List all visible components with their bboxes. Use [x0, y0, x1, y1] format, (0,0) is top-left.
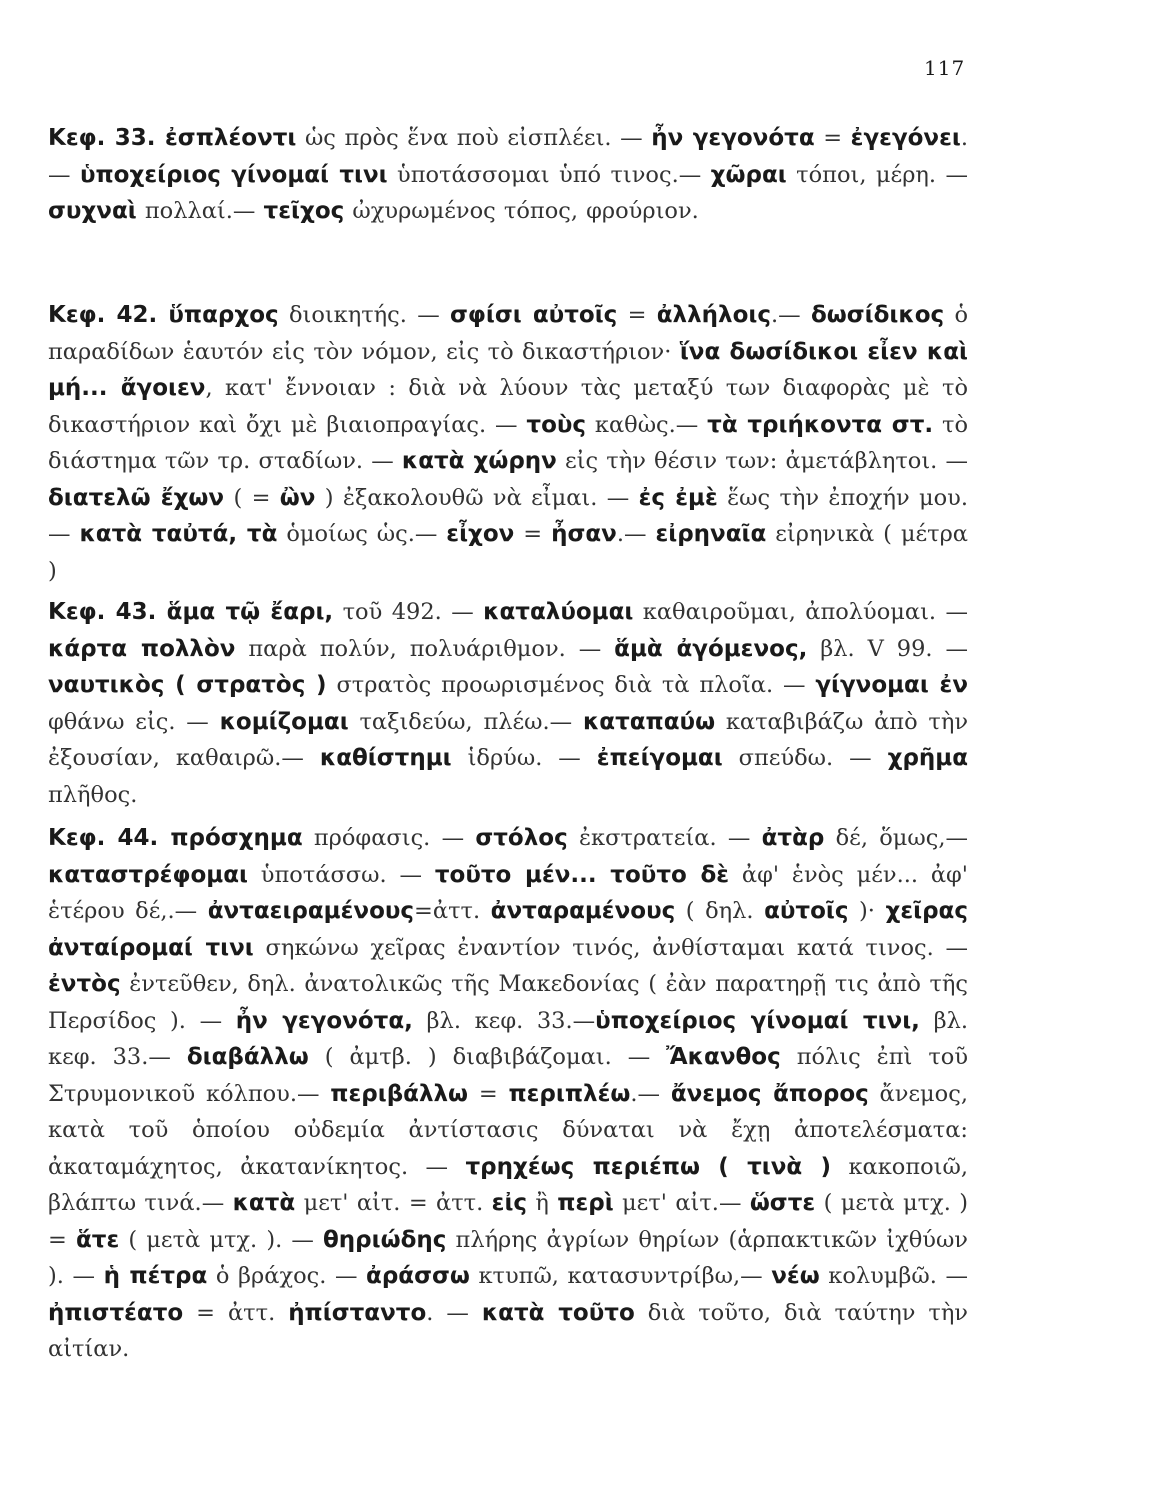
- glossary-term: ἐπείγομαι: [596, 745, 723, 771]
- glossary-term: καθίστημι: [319, 745, 452, 771]
- glossary-definition: =: [814, 125, 851, 151]
- glossary-definition: ὑποτάσσομαι ὑπό τινος.—: [387, 161, 711, 188]
- chapter-33-glossary: [48, 120, 968, 230]
- glossary-term: περιβάλλω: [330, 1080, 469, 1107]
- glossary-term: τεῖχος: [263, 198, 345, 224]
- chapter-33-paragraph: [48, 120, 968, 230]
- glossary-term: καταλύομαι: [483, 599, 634, 625]
- glossary-definition: τοῦ 492. —: [333, 599, 484, 625]
- glossary-definition: πολλαί.—: [136, 198, 264, 224]
- glossary-definition: εἰρηνικὰ ( μέτρα ): [48, 521, 968, 584]
- glossary-definition: τόποι, μέρη. —: [786, 161, 968, 188]
- glossary-definition: κτυπῶ, κατασυντρίβω,—: [469, 1263, 772, 1289]
- glossary-term: ἡ πέτρα: [103, 1263, 208, 1289]
- glossary-term: πρόσχημα: [170, 825, 303, 851]
- glossary-term: κατὰ τοῦτο: [481, 1299, 635, 1326]
- glossary-definition: ( ἀμτβ. ) διαβιβάζομαι. —: [308, 1044, 667, 1070]
- chapter-heading: Κεφ. 42.: [48, 302, 169, 328]
- glossary-term: χεῖρας ἀνταίρομαί τινι: [48, 898, 968, 961]
- glossary-definition: .—: [770, 302, 811, 328]
- glossary-term: εἰρηναῖα: [655, 521, 767, 547]
- glossary-term: ἦν γεγονότα,: [235, 1007, 413, 1034]
- glossary-definition: κακοποιῶ, βλάπτω τινά.—: [48, 1153, 968, 1216]
- glossary-definition: = ἀττ.: [183, 1299, 289, 1326]
- glossary-term: σφίσι αὐτοῖς: [450, 302, 618, 328]
- chapter-44-paragraph: [48, 820, 968, 1368]
- glossary-definition: πρόφασις. —: [302, 825, 476, 851]
- glossary-definition: ὁ παραδίδων ἑαυτόν εἰς τὸν νόμον, εἰς τὸ δικαστήριον·: [48, 302, 968, 365]
- glossary-definition: καθαιροῦμαι, ἀπολύομαι. —: [633, 599, 968, 625]
- glossary-term: ἅτε: [75, 1226, 120, 1253]
- chapter-heading: Κεφ. 44.: [48, 825, 171, 851]
- glossary-term: καταπαύω: [582, 708, 716, 735]
- glossary-term: συχναὶ: [48, 198, 137, 224]
- glossary-definition: . —: [426, 1299, 482, 1326]
- glossary-term: ὑποχείριος γίνομαί τινι: [79, 161, 388, 188]
- chapter-43-paragraph: [48, 594, 968, 813]
- glossary-definition: σηκώνω χεῖρας ἐναντίον τινός, ἀνθίσταμαι κατά τινος. —: [253, 934, 968, 961]
- glossary-term: τὰ τριήκοντα στ.: [707, 411, 934, 438]
- glossary-term: ἄνεμος ἄπορος: [670, 1080, 869, 1107]
- glossary-term: ὥστε: [749, 1190, 816, 1216]
- chapter-42-glossary: [48, 297, 968, 589]
- glossary-definition: στρατὸς προωρισμένος διὰ τὰ πλοῖα. —: [326, 672, 816, 698]
- glossary-term: κάρτα πολλὸν: [48, 635, 236, 662]
- glossary-definition: καθὼς.—: [586, 411, 708, 438]
- glossary-definition: ( δηλ.: [675, 898, 765, 924]
- glossary-definition: βλ. κεφ. 33.—: [412, 1007, 596, 1034]
- page-number: 117: [924, 56, 966, 80]
- glossary-term: γίγνομαι ἐν: [815, 672, 968, 698]
- glossary-definition: μετ' αἰτ.—: [613, 1190, 750, 1216]
- glossary-term: ὢν: [279, 484, 316, 511]
- glossary-term: ἵνα δωσίδικοι εἶεν καὶ μή... ἄγοιεν: [48, 338, 968, 401]
- glossary-definition: ὁ βράχος. —: [207, 1263, 367, 1289]
- glossary-definition: παρὰ πολύν, πολυάριθμον. —: [235, 635, 615, 662]
- glossary-definition: τὸ διάστημα τῶν τρ. σταδίων. —: [48, 411, 968, 474]
- glossary-term: περὶ: [557, 1190, 614, 1216]
- glossary-definition: πλῆθος.: [48, 781, 138, 808]
- glossary-term: ἀράσσω: [366, 1263, 470, 1289]
- glossary-term: ἅμὰ ἀγόμενος,: [614, 635, 808, 662]
- glossary-term: νέω: [771, 1263, 820, 1289]
- glossary-definition: διοικητής. —: [278, 302, 450, 328]
- glossary-term: περιπλέω: [508, 1080, 631, 1107]
- glossary-definition: ἄνεμος, κατὰ τοῦ ὁποίου οὐδεμία ἀντίστασις δύναται νὰ ἔχῃ ἀποτελέσματα: ἀκαταμάχητος, ἀκατανίκητος. —: [48, 1080, 968, 1180]
- glossary-definition: ἐκστρατεία. —: [567, 825, 762, 851]
- glossary-definition: εἰς τὴν θέσιν των: ἀμετάβλητοι. —: [556, 448, 968, 474]
- chapter-43-glossary: [48, 594, 968, 813]
- glossary-term: ἐσπλέοντι: [165, 125, 297, 151]
- glossary-term: ἀνταραμένους: [490, 898, 676, 924]
- glossary-definition: μετ' αἰτ. = ἀττ.: [295, 1190, 492, 1216]
- glossary-term: ναυτικὸς ( στρατὸς ): [48, 672, 327, 698]
- glossary-term: ὕπαρχος: [168, 302, 279, 328]
- glossary-term: ἀλλήλοις: [656, 302, 771, 328]
- glossary-term: χῶραι: [710, 161, 787, 188]
- glossary-definition: =: [514, 521, 552, 547]
- glossary-term: ἐγεγόνει: [850, 125, 961, 151]
- glossary-definition: =ἀττ.: [414, 898, 491, 924]
- glossary-term: ἀνταειραμένους: [207, 898, 415, 924]
- glossary-term: τρηχέως περιέπω ( τινὰ ): [465, 1153, 832, 1180]
- chapter-44-glossary: [48, 820, 968, 1368]
- glossary-term: χρῆμα: [887, 745, 969, 771]
- glossary-definition: ὡς πρὸς ἕνα ποὺ εἰσπλέει. —: [296, 125, 652, 151]
- glossary-term: τοῦτο μέν... τοῦτο δὲ: [434, 861, 730, 888]
- glossary-definition: .—: [630, 1080, 671, 1107]
- glossary-term: διαβάλλω: [186, 1044, 309, 1070]
- glossary-term: κατὰ: [232, 1190, 296, 1216]
- glossary-term: ἐς ἐμὲ: [638, 484, 718, 511]
- glossary-term: κατὰ χώρην: [401, 448, 557, 474]
- glossary-definition: ὠχυρωμένος τόπος, φρούριον.: [344, 198, 699, 224]
- glossary-definition: κολυμβῶ. —: [819, 1263, 969, 1289]
- glossary-term: εἰς: [491, 1190, 528, 1216]
- glossary-definition: ἐντεῦθεν, δηλ. ἀνατολικῶς τῆς Μακεδονίας ( ἐὰν παρατηρῇ τις ἀπὸ τῆς Περσίδος ). —: [48, 971, 968, 1034]
- glossary-definition: ταξιδεύω, πλέω.—: [348, 708, 583, 735]
- glossary-definition: . —: [48, 125, 968, 188]
- glossary-definition: ἕως τὴν ἐποχήν μου. —: [48, 484, 968, 547]
- glossary-term: θηριώδης: [323, 1226, 447, 1253]
- chapter-heading: Κεφ. 43.: [48, 599, 167, 625]
- glossary-term: στόλος: [475, 825, 568, 851]
- glossary-definition: ἀφ' ἑνὸς μέν... ἀφ' ἑτέρου δέ,.—: [48, 861, 968, 924]
- glossary-definition: ἢ: [527, 1190, 558, 1216]
- glossary-definition: καταβιβάζω ἀπὸ τὴν ἐξουσίαν, καθαιρῶ.—: [48, 708, 968, 771]
- glossary-definition: βλ. κεφ. 33.—: [48, 1007, 968, 1070]
- glossary-definition: ἱδρύω. —: [451, 745, 597, 771]
- glossary-definition: σπεύδω. —: [722, 745, 888, 771]
- glossary-definition: , κατ' ἔννοιαν : διὰ νὰ λύουν τὰς μεταξύ των διαφορὰς μὲ τὸ δικαστήριον καὶ ὄχι μὲ βιαιοπραγίας. —: [48, 375, 968, 438]
- glossary-definition: ( =: [224, 484, 280, 511]
- glossary-definition: διὰ τοῦτο, διὰ ταύτην τὴν αἰτίαν.: [48, 1299, 968, 1362]
- glossary-definition: πλήρης ἀγρίων θηρίων (ἁρπακτικῶν ἰχθύων ). —: [48, 1226, 968, 1289]
- glossary-definition: =: [617, 302, 657, 328]
- glossary-definition: .—: [616, 521, 656, 547]
- glossary-term: ἀτὰρ: [761, 825, 825, 851]
- glossary-term: ἠπιστέατο: [48, 1299, 184, 1326]
- glossary-term: ἐντὸς: [48, 971, 121, 997]
- glossary-term: εἶχον: [446, 521, 515, 547]
- glossary-term: κομίζομαι: [219, 708, 349, 735]
- glossary-term: ἦσαν: [551, 521, 617, 547]
- glossary-definition: ὁμοίως ὡς.—: [277, 521, 447, 547]
- glossary-definition: ( μετὰ μτχ. ) =: [48, 1190, 968, 1253]
- glossary-term: τοὺς: [526, 411, 587, 438]
- glossary-term: ἠπίσταντο: [288, 1299, 427, 1326]
- glossary-definition: )·: [848, 898, 886, 924]
- glossary-term: Ἄκανθος: [666, 1044, 781, 1070]
- glossary-term: ἦν γεγονότα: [651, 125, 815, 151]
- glossary-definition: ὑποτάσσω. —: [247, 861, 435, 888]
- glossary-term: δωσίδικος: [810, 302, 945, 328]
- glossary-term: ἅμα τῷ ἔαρι,: [166, 599, 334, 625]
- glossary-term: κατὰ ταὐτά, τὰ: [79, 521, 278, 547]
- glossary-term: αὐτοῖς: [764, 898, 849, 924]
- chapter-heading: Κεφ. 33.: [48, 125, 165, 151]
- glossary-definition: =: [468, 1080, 509, 1107]
- chapter-42-paragraph: [48, 297, 968, 589]
- glossary-term: ὑποχείριος γίνομαί τινι,: [595, 1007, 920, 1034]
- glossary-definition: δέ, ὅμως,—: [824, 825, 968, 851]
- glossary-definition: βλ. V 99. —: [807, 635, 969, 662]
- glossary-definition: ( μετὰ μτχ. ). —: [119, 1226, 323, 1253]
- glossary-definition: ) ἐξακολουθῶ νὰ εἶμαι. —: [315, 484, 639, 511]
- glossary-definition: πόλις ἐπὶ τοῦ Στρυμονικοῦ κόλπου.—: [48, 1044, 968, 1107]
- glossary-term: καταστρέφομαι: [48, 861, 248, 888]
- glossary-definition: φθάνω εἰς. —: [48, 708, 220, 735]
- glossary-term: διατελῶ ἔχων: [48, 484, 225, 511]
